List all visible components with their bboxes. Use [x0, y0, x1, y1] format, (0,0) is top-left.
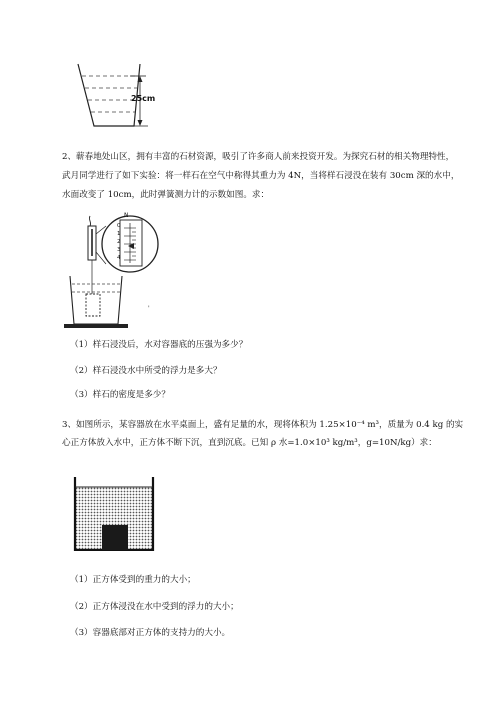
table-surface — [64, 324, 128, 328]
problem3-question-1: （1）正方体受到的重力的大小； — [70, 575, 196, 585]
scale-tick-1: 1 — [117, 231, 121, 237]
problem3-line1: 3、如图所示，某容器放在水平桌面上，盛有足量的水，现将体积为 1.25×10⁻⁴ m³，质量为 0.4 kg 的实 — [62, 420, 464, 430]
stone-sample — [86, 294, 100, 316]
svg-text:': ' — [148, 305, 150, 312]
problem2-question-3: （3）样石的密度是多少？ — [70, 390, 170, 400]
problem2-line1: 2、蕲春地处山区，拥有丰富的石材资源，吸引了许多商人前来投资开发。为探究石材的相关物理特性， — [62, 152, 455, 162]
problem3-question-3: （3）容器底部对正方体的支持力的大小。 — [70, 628, 231, 638]
scale-tick-3: 3 — [117, 247, 121, 253]
scale-tick-4: 4 — [117, 255, 121, 261]
problem3-question-2: （2）正方体浸没在水中受到的浮力的大小； — [70, 602, 239, 612]
depth-label: 25cm — [131, 94, 156, 103]
problem2-line2: 武月同学进行了如下实验：将一样石在空气中称得其重力为 4N，当将样石浸没在装有 30cm 深的水中， — [62, 171, 460, 181]
problem2-line3: 水面改变了 10cm，此时弹簧测力计的示数如图。求： — [62, 190, 270, 200]
scale-tick-0: 0 — [117, 223, 121, 229]
problem2-question-2: （2）样石浸没水中所受的浮力是多大？ — [70, 366, 222, 376]
sunken-cube — [102, 525, 128, 550]
problem3-line2: 心正方体放入水中，正方体不断下沉，直到沉底。已知 ρ 水=1.0×10³ kg/m³，g=10N/kg）求： — [62, 438, 437, 448]
problem2-question-1: （1）样石浸没后，水对容器底的压强为多少？ — [70, 340, 248, 350]
scale-tick-2: 2 — [117, 239, 121, 245]
scale-unit-label: N — [124, 212, 129, 219]
water-container-cube-figure — [72, 475, 158, 551]
spring-scale-beaker-figure — [62, 212, 172, 330]
